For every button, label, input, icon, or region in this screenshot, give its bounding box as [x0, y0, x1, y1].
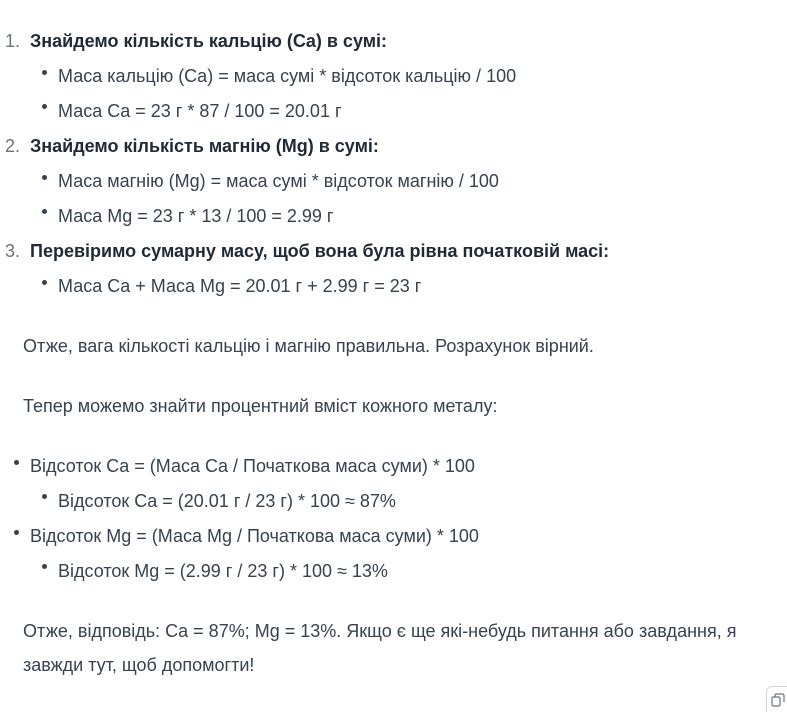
conclusion-text: Отже, відповідь: Ca = 87%; Mg = 13%. Якщо є ще які-небудь питання або завдання, я — [23, 621, 737, 641]
paragraph: Тепер можемо знайти процентний вміст кожного металу: — [23, 396, 498, 416]
list-item: Відсоток Ca = (Маса Ca / Початкова маса суми) * 100 — [30, 456, 475, 476]
list-item: Маса кальцію (Ca) = маса сумі * відсоток кальцію / 100 — [58, 66, 517, 86]
bullet-dot — [42, 280, 47, 285]
list-item: Маса магнію (Mg) = маса сумі * відсоток магнію / 100 — [58, 171, 499, 191]
list-item: Маса Ca = 23 г * 87 / 100 = 20.01 г — [58, 101, 342, 121]
list-item: Відсоток Mg = (Маса Mg / Початкова маса суми) * 100 — [30, 526, 479, 546]
conclusion-text: завжди тут, щоб допомогти! — [23, 655, 255, 675]
list-item: Відсоток Mg = (2.99 г / 23 г) * 100 ≈ 13% — [58, 561, 388, 581]
step-number: 2. — [5, 136, 21, 156]
bullet-dot — [14, 460, 19, 465]
bullet-dot — [42, 564, 47, 569]
paragraph: Отже, вага кількості кальцію і магнію правильна. Розрахунок вірний. — [23, 336, 594, 356]
step-title: Знайдемо кількість кальцію (Ca) в сумі: — [30, 31, 388, 51]
step-number: 1. — [5, 31, 21, 51]
bullet-dot — [42, 70, 47, 75]
list-item: Маса Mg = 23 г * 13 / 100 = 2.99 г — [58, 206, 334, 226]
step-title: Перевіримо сумарну масу, щоб вона була рівна початковій масі: — [30, 241, 610, 261]
bullet-dot — [42, 175, 47, 180]
step-number: 3. — [5, 241, 21, 261]
bullet-dot — [42, 209, 47, 214]
copy-button[interactable] — [766, 686, 787, 712]
bullet-dot — [42, 494, 47, 499]
bullet-dot — [42, 104, 47, 109]
list-item: Маса Ca + Маса Mg = 20.01 г + 2.99 г = 23 г — [58, 276, 422, 296]
step-title: Знайдемо кількість магнію (Mg) в сумі: — [30, 136, 379, 156]
list-item: Відсоток Ca = (20.01 г / 23 г) * 100 ≈ 87% — [58, 491, 396, 511]
bullet-dot — [14, 530, 19, 535]
